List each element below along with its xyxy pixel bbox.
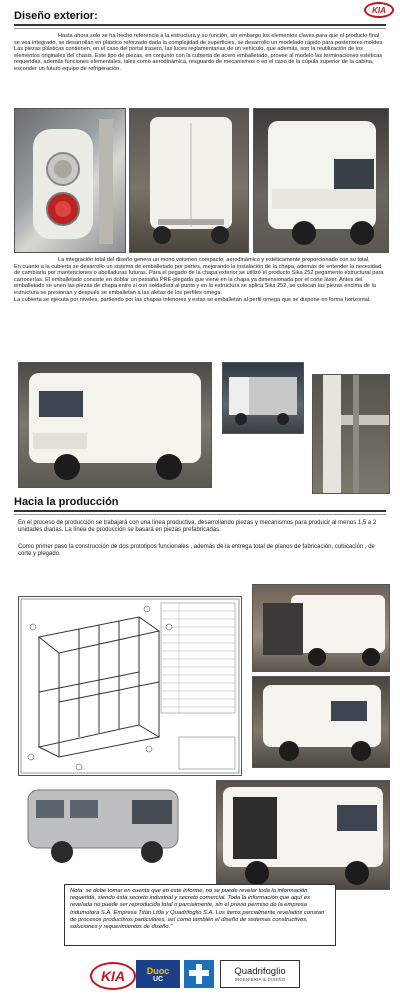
- duoc-text: Duoc: [146, 965, 170, 976]
- photo-prototype-open: [252, 584, 390, 672]
- duoc-logo: [136, 960, 180, 988]
- production-underline: [14, 510, 386, 512]
- exterior-paragraph-2: La integración total del diseño genera un mono volumen compacto, aerodinámico y estéticamente proporcionado con su total. En cuanto a la cubierta se desarrollo un sistema de emballetado por partes, mejorando la instalación de la chapa, además de entender la necesidad de cambiarla por mantenciones o abolladuras futuras. Para el pegado de la chapa exterior se utilizó el producto Sika 252 pegamento estructural para carrocerías. El emballetado consiste en doblar un pestaña PRE-plegada que viene en la chapa ya dimensionada por el corte láser. Antes del emballetado se unen las piezas de chapa entre si con soldadura al punto y en la estructura se aplica Sika 252, se colocan las piezas encima de la estructura se presionan y después se emballetan a las aletas de los perfiles omega. La cubierta se ejecuta por niveles, partiendo por las chapas inferiores y estas se emballetan al perfil omega que se dispone en forma horizontal.: [14, 257, 384, 303]
- prototype-side-illustration: [217, 781, 389, 889]
- photo-van-finished: [18, 362, 212, 488]
- production-underline-thin: [14, 514, 386, 515]
- kia-logo: [364, 2, 394, 18]
- footer-kia-text: KIA: [100, 968, 126, 984]
- workshop-side-illustration: [223, 363, 303, 433]
- photo-prototype-front: [252, 676, 390, 768]
- kia-logo-text: KIA: [372, 5, 386, 15]
- production-paragraph-2: Como primer paso la construcción de dos prototipos funcionales , además de la entrega total de planos de fabricación, cubicación , de corte y plegado.: [18, 544, 377, 558]
- footer-kia-logo: [90, 962, 136, 990]
- confidentiality-note: Nota: se debe tomar en cuenta que en este informe, no se puede revelar toda la información requerida, siendo ésta secreto industrial y secreto comercial. Toda la información que aquí es revelada no puede ser reproducida total o parcialmente, sin el previo permiso de la empresa Indumotora S.A. Empresa Titán Ltda y Quadrifoglio S.A. Los ítems parcialmente revelados constan de procesos productivos particulares, así como también el diseño de sistemas constructivos, soluciones y requerimientos de diseño.": [64, 884, 336, 946]
- structure-detail-illustration: [313, 375, 389, 493]
- cross-icon: [187, 962, 211, 986]
- rear-light-illustration: [15, 109, 125, 252]
- prototype-open-illustration: [253, 585, 389, 671]
- title-underline: [14, 24, 386, 26]
- prototype-front-illustration: [253, 677, 389, 767]
- production-paragraph-1: En el proceso de producción se trabajará con una línea productiva, desarrollando piezas y mecanismos para producir al menos 1,5 a 2 unidades diarias. La línea de producción se basará en piezas prefabricadas.: [18, 520, 378, 534]
- frame-drawing-illustration: [19, 597, 241, 775]
- duoc-uc-text: UC: [152, 975, 164, 983]
- title-underline-thin: [14, 28, 386, 29]
- photo-rear-light-detail: [14, 108, 126, 253]
- page-title: Diseño exterior:: [14, 10, 98, 22]
- render-van-grey: [22, 782, 188, 868]
- van-rear-illustration: [130, 109, 248, 252]
- exterior-intro-text: Hasta ahora solo se ha hecho referencia a la estructura y su función, sin embargo los elementos claves para que el producto final se vea integrado, se desarrollan en plástico reforzado dada la complejidad de superficies, se desarrollo un modelado rápido para posteriores moldes. Las piezas plásticas contienen, en el caso del portal trasero, las luces reglamentarias de un vehículo, que además, son la reutilización de los elementos originales del chasis. Este tipo de piezas, en conjunto con la cubierta de acero emballetado, provee al modelo las terminaciones estéticas requeridas, además funciones elementales, tales como aerodinámica, resguardo de mecanismos o en el caso de la cúpula superior de la cabina, esconder un futuro equipo de refrigeración.: [14, 33, 386, 72]
- van-front-illustration: [254, 109, 388, 252]
- quadrifoglio-text: Quadrifoglio: [234, 966, 286, 977]
- quadrifoglio-logo: [220, 960, 300, 988]
- technical-drawing: [18, 596, 242, 776]
- photo-workshop-side: [222, 362, 304, 434]
- photo-van-front: [253, 108, 389, 253]
- production-title: Hacia la producción: [14, 496, 119, 508]
- quadrifoglio-subtitle: INGENIERIA & DISEÑO: [234, 977, 286, 982]
- photo-van-rear: [129, 108, 249, 253]
- photo-prototype-side-open: [216, 780, 390, 890]
- cross-logo: [184, 960, 214, 988]
- render-van-illustration: [22, 782, 188, 868]
- photo-structure-detail: [312, 374, 390, 494]
- van-finished-illustration: [19, 363, 211, 487]
